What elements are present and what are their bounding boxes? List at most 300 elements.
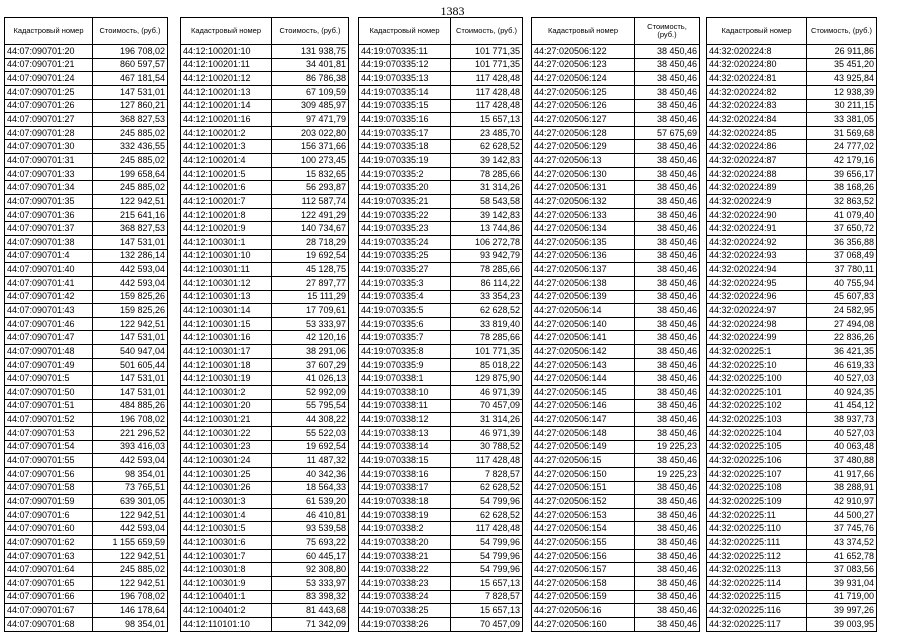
cost-value: 639 301,05 (93, 495, 168, 509)
table-row (359, 99, 523, 113)
table-row (359, 304, 523, 318)
cadastral-number: 44:32:020224:9 (707, 195, 807, 209)
table-row (181, 563, 349, 577)
cost-value: 245 885,02 (93, 563, 168, 577)
cost-value: 41 454,12 (807, 399, 877, 413)
cadastral-number: 44:32:020225:109 (707, 495, 807, 509)
table-row (181, 276, 349, 290)
cadastral-number: 44:27:020506:156 (532, 549, 635, 563)
table-row (707, 58, 877, 72)
cadastral-number: 44:32:020225:117 (707, 617, 807, 631)
table-row (5, 222, 168, 236)
table-row (707, 45, 877, 59)
cost-value: 19 225,23 (635, 440, 700, 454)
cost-value: 38 450,46 (635, 372, 700, 386)
table-row (359, 85, 523, 99)
cadastral-number: 44:12:100301:25 (181, 467, 272, 481)
table-row (359, 195, 523, 209)
cadastral-number: 44:07:090701:5 (5, 372, 93, 386)
cadastral-number: 44:12:100401:1 (181, 590, 272, 604)
cadastral-number: 44:27:020506:148 (532, 426, 635, 440)
cadastral-number: 44:27:020506:128 (532, 126, 635, 140)
cadastral-number: 44:32:020225:112 (707, 549, 807, 563)
cost-value: 67 109,59 (272, 85, 349, 99)
cost-value: 442 593,04 (93, 454, 168, 468)
cadastral-number: 44:19:070335:16 (359, 113, 451, 127)
cadastral-number: 44:07:090701:4 (5, 249, 93, 263)
cost-value: 199 658,64 (93, 167, 168, 181)
table-row (532, 331, 700, 345)
cost-value: 38 450,46 (635, 358, 700, 372)
cadastral-number: 44:12:100301:10 (181, 249, 272, 263)
cost-value: 140 734,67 (272, 222, 349, 236)
cadastral-number: 44:07:090701:28 (5, 126, 93, 140)
table-row (181, 399, 349, 413)
cost-value: 78 285,66 (451, 167, 523, 181)
cost-value: 38 937,73 (807, 413, 877, 427)
cadastral-number: 44:32:020225:105 (707, 440, 807, 454)
cadastral-number: 44:19:070335:8 (359, 345, 451, 359)
table-row (181, 154, 349, 168)
table-row (707, 617, 877, 631)
cadastral-number: 44:19:070335:5 (359, 304, 451, 318)
cost-value: 122 942,51 (93, 576, 168, 590)
table-row (359, 563, 523, 577)
cost-value: 15 832,65 (272, 167, 349, 181)
table-row (5, 276, 168, 290)
cost-value: 53 333,97 (272, 317, 349, 331)
cadastral-number: 44:07:090701:65 (5, 576, 93, 590)
cadastral-number: 44:07:090701:41 (5, 276, 93, 290)
cadastral-number: 44:27:020506:150 (532, 467, 635, 481)
cadastral-number: 44:12:100201:4 (181, 154, 272, 168)
table-row (532, 58, 700, 72)
cadastral-number: 44:12:100301:16 (181, 331, 272, 345)
cost-value: 30 211,15 (807, 99, 877, 113)
cadastral-number: 44:19:070338:24 (359, 590, 451, 604)
cadastral-number: 44:27:020506:143 (532, 358, 635, 372)
table-row (359, 522, 523, 536)
table-row (359, 399, 523, 413)
cost-value: 43 925,84 (807, 72, 877, 86)
cadastral-number: 44:07:090701:27 (5, 113, 93, 127)
cost-value: 37 083,56 (807, 563, 877, 577)
table-row (359, 345, 523, 359)
cadastral-number: 44:07:090701:64 (5, 563, 93, 577)
table-row (359, 249, 523, 263)
cost-value: 24 582,95 (807, 304, 877, 318)
cadastral-cost-table-5 (706, 17, 877, 632)
table-row (181, 222, 349, 236)
cadastral-number: 44:19:070338:21 (359, 549, 451, 563)
cadastral-number: 44:07:090701:38 (5, 235, 93, 249)
cadastral-number: 44:12:100301:7 (181, 549, 272, 563)
table-row (707, 358, 877, 372)
table-row (532, 85, 700, 99)
cost-value: 33 381,05 (807, 113, 877, 127)
cost-value: 122 942,51 (93, 549, 168, 563)
table-row (359, 467, 523, 481)
table-row (532, 440, 700, 454)
cadastral-number: 44:27:020506:14 (532, 304, 635, 318)
cost-value: 15 657,13 (451, 576, 523, 590)
cost-value: 38 450,46 (635, 481, 700, 495)
header-cost: Стоимость, (руб.) (272, 18, 349, 45)
cost-value: 196 708,02 (93, 45, 168, 59)
cost-value: 106 272,78 (451, 235, 523, 249)
cost-value: 1 155 659,59 (93, 536, 168, 550)
cadastral-number: 44:07:090701:48 (5, 345, 93, 359)
cadastral-number: 44:27:020506:138 (532, 276, 635, 290)
cost-value: 30 788,52 (451, 440, 523, 454)
cost-value: 101 771,35 (451, 345, 523, 359)
cost-value: 38 450,46 (635, 522, 700, 536)
cadastral-number: 44:32:020225:107 (707, 467, 807, 481)
cost-value: 132 286,14 (93, 249, 168, 263)
table-row (5, 590, 168, 604)
cost-value: 15 657,13 (451, 604, 523, 618)
table-row (359, 140, 523, 154)
table-row (359, 358, 523, 372)
cost-value: 112 587,74 (272, 195, 349, 209)
cadastral-number: 44:12:100201:9 (181, 222, 272, 236)
table-row (532, 345, 700, 359)
cadastral-number: 44:32:020225:10 (707, 358, 807, 372)
cadastral-number: 44:19:070338:19 (359, 508, 451, 522)
cadastral-number: 44:32:020225:100 (707, 372, 807, 386)
cadastral-number: 44:07:090701:62 (5, 536, 93, 550)
cadastral-number: 44:32:020224:91 (707, 222, 807, 236)
table-row (5, 454, 168, 468)
cadastral-number: 44:07:090701:46 (5, 317, 93, 331)
table-row (181, 617, 349, 631)
table-row (5, 113, 168, 127)
table-row (707, 208, 877, 222)
cost-value: 127 860,21 (93, 99, 168, 113)
cadastral-number: 44:19:070335:4 (359, 290, 451, 304)
cadastral-number: 44:19:070338:23 (359, 576, 451, 590)
cost-value: 31 314,26 (451, 413, 523, 427)
cost-value: 147 531,01 (93, 386, 168, 400)
cost-value: 18 564,33 (272, 481, 349, 495)
cadastral-number: 44:27:020506:13 (532, 154, 635, 168)
cost-value: 215 641,16 (93, 208, 168, 222)
cadastral-number: 44:12:100301:3 (181, 495, 272, 509)
cadastral-number: 44:19:070335:13 (359, 72, 451, 86)
cadastral-number: 44:27:020506:146 (532, 399, 635, 413)
cost-value: 38 450,46 (635, 386, 700, 400)
cadastral-number: 44:27:020506:139 (532, 290, 635, 304)
cost-value: 45 128,75 (272, 263, 349, 277)
cost-value: 40 755,94 (807, 276, 877, 290)
cost-value: 159 825,26 (93, 290, 168, 304)
cost-value: 43 374,52 (807, 536, 877, 550)
cost-value: 332 436,55 (93, 140, 168, 154)
table-row (707, 345, 877, 359)
table-row (532, 235, 700, 249)
cost-value: 62 628,52 (451, 140, 523, 154)
cost-value: 38 450,46 (635, 617, 700, 631)
cadastral-number: 44:19:070338:2 (359, 522, 451, 536)
table-row (532, 617, 700, 631)
cost-value: 40 063,48 (807, 440, 877, 454)
cost-value: 38 450,46 (635, 113, 700, 127)
cost-value: 27 494,08 (807, 317, 877, 331)
cost-value: 34 401,81 (272, 58, 349, 72)
table-row (532, 508, 700, 522)
table-row (5, 413, 168, 427)
cadastral-number: 44:19:070335:18 (359, 140, 451, 154)
cost-value: 55 795,54 (272, 399, 349, 413)
table-row (532, 522, 700, 536)
table-row (181, 58, 349, 72)
cost-value: 38 450,46 (635, 345, 700, 359)
table-row (707, 249, 877, 263)
cadastral-number: 44:07:090701:24 (5, 72, 93, 86)
table-row (532, 304, 700, 318)
cost-value: 38 450,46 (635, 72, 700, 86)
cost-value: 245 885,02 (93, 126, 168, 140)
cost-tables (0, 17, 905, 637)
table-row (359, 113, 523, 127)
cadastral-number: 44:12:100301:17 (181, 345, 272, 359)
cost-value: 501 605,44 (93, 358, 168, 372)
table-row (532, 263, 700, 277)
cadastral-number: 44:07:090701:66 (5, 590, 93, 604)
cost-value: 31 569,68 (807, 126, 877, 140)
cadastral-number: 44:27:020506:140 (532, 317, 635, 331)
table-row (5, 126, 168, 140)
cost-value: 78 285,66 (451, 331, 523, 345)
table-row (181, 454, 349, 468)
cost-value: 26 911,86 (807, 45, 877, 59)
cadastral-number: 44:07:090701:47 (5, 331, 93, 345)
cadastral-number: 44:32:020224:93 (707, 249, 807, 263)
cadastral-number: 44:12:100301:12 (181, 276, 272, 290)
cost-value: 52 992,09 (272, 386, 349, 400)
table-row (181, 195, 349, 209)
cadastral-number: 44:12:100201:2 (181, 126, 272, 140)
cadastral-number: 44:12:100301:24 (181, 454, 272, 468)
cadastral-cost-table-3 (358, 17, 523, 632)
cost-value: 17 709,61 (272, 304, 349, 318)
cost-value: 39 931,04 (807, 576, 877, 590)
cost-value: 39 997,26 (807, 604, 877, 618)
table-row (532, 549, 700, 563)
table-row (532, 276, 700, 290)
cadastral-number: 44:07:090701:37 (5, 222, 93, 236)
cost-value: 19 225,23 (635, 467, 700, 481)
cost-value: 33 819,40 (451, 317, 523, 331)
cadastral-number: 44:19:070335:23 (359, 222, 451, 236)
cadastral-number: 44:07:090701:6 (5, 508, 93, 522)
cadastral-number: 44:19:070338:22 (359, 563, 451, 577)
table-row (181, 426, 349, 440)
table-row (5, 522, 168, 536)
table-row (707, 454, 877, 468)
table-row (707, 495, 877, 509)
table-row (181, 481, 349, 495)
cost-value: 38 450,46 (635, 536, 700, 550)
cost-value: 7 828,57 (451, 590, 523, 604)
cadastral-number: 44:32:020224:94 (707, 263, 807, 277)
table-row (532, 563, 700, 577)
cadastral-number: 44:27:020506:141 (532, 331, 635, 345)
cost-value: 122 942,51 (93, 317, 168, 331)
cost-value: 38 450,46 (635, 276, 700, 290)
cost-value: 39 003,95 (807, 617, 877, 631)
table-row (181, 413, 349, 427)
cadastral-number: 44:12:100301:11 (181, 263, 272, 277)
table-row (532, 413, 700, 427)
table-row (359, 331, 523, 345)
cadastral-number: 44:32:020224:92 (707, 235, 807, 249)
table-row (5, 263, 168, 277)
table-row (532, 454, 700, 468)
cost-value: 31 314,26 (451, 181, 523, 195)
cost-value: 37 745,76 (807, 522, 877, 536)
cost-value: 41 079,40 (807, 208, 877, 222)
table-row (707, 140, 877, 154)
cadastral-number: 44:32:020224:90 (707, 208, 807, 222)
cadastral-number: 44:27:020506:145 (532, 386, 635, 400)
table-row (5, 617, 168, 631)
table-row (532, 604, 700, 618)
cost-value: 38 450,46 (635, 45, 700, 59)
cadastral-number: 44:32:020225:111 (707, 536, 807, 550)
cost-value: 62 628,52 (451, 304, 523, 318)
table-row (5, 604, 168, 618)
table-row (5, 235, 168, 249)
table-row (359, 604, 523, 618)
cadastral-number: 44:27:020506:154 (532, 522, 635, 536)
cadastral-number: 44:19:070338:12 (359, 413, 451, 427)
cost-value: 38 450,46 (635, 249, 700, 263)
cadastral-number: 44:32:020224:98 (707, 317, 807, 331)
table-row (707, 113, 877, 127)
cost-value: 38 450,46 (635, 304, 700, 318)
cadastral-number: 44:19:070335:14 (359, 85, 451, 99)
cost-value: 38 450,46 (635, 317, 700, 331)
table-row (707, 181, 877, 195)
cadastral-number: 44:32:020224:85 (707, 126, 807, 140)
cost-value: 70 457,09 (451, 617, 523, 631)
cadastral-number: 44:07:090701:40 (5, 263, 93, 277)
cadastral-number: 44:07:090701:21 (5, 58, 93, 72)
cost-value: 46 971,39 (451, 386, 523, 400)
cadastral-number: 44:27:020506:126 (532, 99, 635, 113)
header-cost: Стоимость, (руб.) (93, 18, 168, 45)
cost-value: 37 780,11 (807, 263, 877, 277)
cadastral-number: 44:32:020225:116 (707, 604, 807, 618)
table-row (707, 386, 877, 400)
cost-value: 40 527,03 (807, 426, 877, 440)
table-row (532, 386, 700, 400)
cost-value: 245 885,02 (93, 181, 168, 195)
cadastral-number: 44:12:100301:18 (181, 358, 272, 372)
cadastral-number: 44:19:070335:12 (359, 58, 451, 72)
cadastral-number: 44:32:020224:84 (707, 113, 807, 127)
cadastral-number: 44:19:070335:25 (359, 249, 451, 263)
cadastral-number: 44:12:100301:4 (181, 508, 272, 522)
cost-value: 33 354,23 (451, 290, 523, 304)
table-row (707, 576, 877, 590)
cost-value: 73 765,51 (93, 481, 168, 495)
cost-value: 203 022,80 (272, 126, 349, 140)
cost-value: 117 428,48 (451, 99, 523, 113)
table-row (359, 576, 523, 590)
cost-value: 38 450,46 (635, 563, 700, 577)
cost-value: 38 450,46 (635, 331, 700, 345)
cost-value: 40 527,03 (807, 372, 877, 386)
cadastral-number: 44:27:020506:158 (532, 576, 635, 590)
cadastral-number: 44:32:020225:106 (707, 454, 807, 468)
table-row (181, 249, 349, 263)
cost-value: 245 885,02 (93, 154, 168, 168)
table-row (5, 72, 168, 86)
header-cadastral: Кадастровый номер (707, 18, 807, 45)
table-row (359, 58, 523, 72)
cost-value: 42 120,16 (272, 331, 349, 345)
cost-value: 7 828,57 (451, 467, 523, 481)
cadastral-number: 44:07:090701:26 (5, 99, 93, 113)
table-row (359, 72, 523, 86)
table-row (707, 154, 877, 168)
table-row (5, 467, 168, 481)
cost-value: 309 485,97 (272, 99, 349, 113)
table-row (359, 222, 523, 236)
cost-value: 53 333,97 (272, 576, 349, 590)
table-row (5, 140, 168, 154)
cadastral-number: 44:27:020506:159 (532, 590, 635, 604)
cadastral-number: 44:19:070338:20 (359, 536, 451, 550)
cadastral-number: 44:32:020225:110 (707, 522, 807, 536)
cost-value: 62 628,52 (451, 508, 523, 522)
cadastral-number: 44:12:100201:6 (181, 181, 272, 195)
cost-value: 147 531,01 (93, 85, 168, 99)
cost-value: 19 692,54 (272, 440, 349, 454)
header-cadastral: Кадастровый номер (359, 18, 451, 45)
cost-value: 38 450,46 (635, 290, 700, 304)
cadastral-number: 44:12:100301:9 (181, 576, 272, 590)
cadastral-cost-table-1 (4, 17, 168, 632)
cadastral-number: 44:07:090701:56 (5, 467, 93, 481)
table-row (707, 331, 877, 345)
cadastral-number: 44:12:100201:10 (181, 45, 272, 59)
cost-value: 36 421,35 (807, 345, 877, 359)
cost-value: 39 142,83 (451, 208, 523, 222)
cost-value: 37 650,72 (807, 222, 877, 236)
cost-value: 38 450,46 (635, 167, 700, 181)
table-row (707, 195, 877, 209)
table-row (181, 45, 349, 59)
cost-value: 57 675,69 (635, 126, 700, 140)
cadastral-number: 44:12:100301:21 (181, 413, 272, 427)
table-row (181, 290, 349, 304)
cadastral-number: 44:12:100301:1 (181, 235, 272, 249)
cadastral-number: 44:27:020506:136 (532, 249, 635, 263)
cadastral-number: 44:19:070338:16 (359, 467, 451, 481)
cost-value: 86 786,38 (272, 72, 349, 86)
table-row (359, 495, 523, 509)
cadastral-number: 44:27:020506:155 (532, 536, 635, 550)
cost-value: 147 531,01 (93, 331, 168, 345)
table-row (181, 536, 349, 550)
header-cadastral: Кадастровый номер (5, 18, 93, 45)
cost-value: 38 450,46 (635, 549, 700, 563)
table-row (359, 508, 523, 522)
cost-value: 129 875,90 (451, 372, 523, 386)
